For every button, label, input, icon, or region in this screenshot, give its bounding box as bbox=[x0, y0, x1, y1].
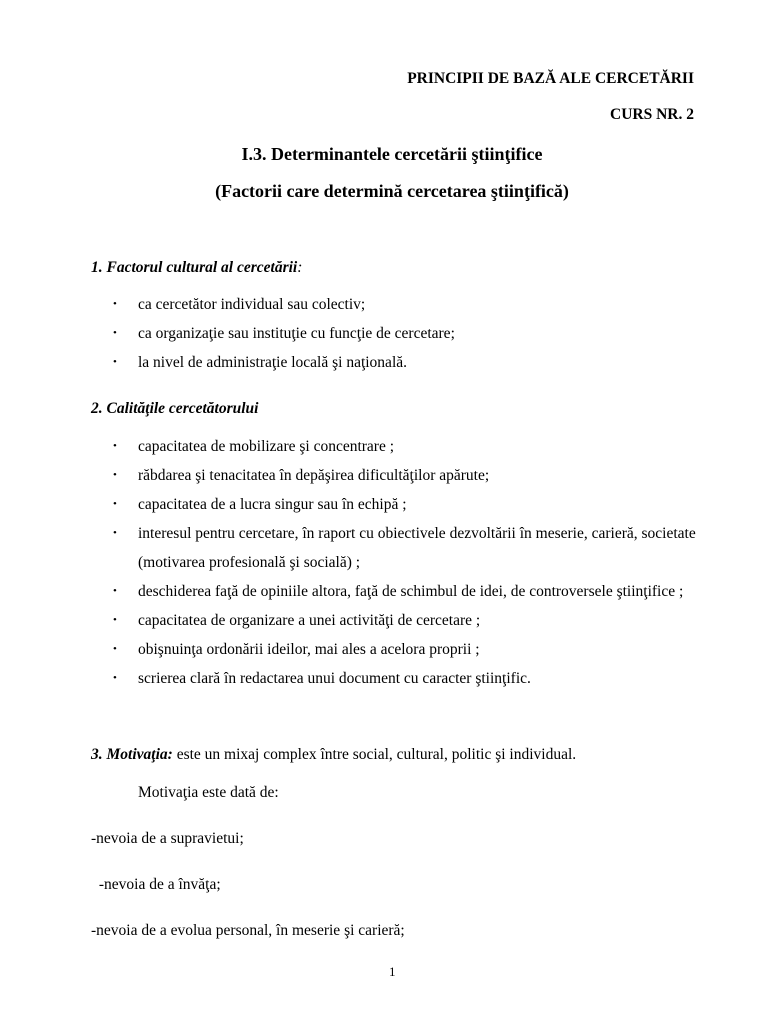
list-item-text: deschiderea faţă de opiniile altora, faţă de schimbul de idei, de controversele ştiinţifice ; bbox=[138, 583, 684, 600]
list-item bbox=[0, 290, 708, 319]
course-title: PRINCIPII DE BAZĂ ALE CERCETĂRII bbox=[407, 70, 694, 87]
section-heading-text: 3. Motivaţia: bbox=[91, 746, 173, 763]
bullet-icon: • bbox=[113, 585, 117, 597]
list-item bbox=[0, 461, 708, 490]
list-item-text: interesul pentru cercetare, în raport cu obiectivele dezvoltării în meserie, carieră, societate (motivarea profesională şi socială) ; bbox=[138, 525, 696, 571]
section-heading-text: 1. Factorul cultural al cercetării bbox=[91, 259, 298, 276]
need-survive: -nevoia de a supravietui; bbox=[91, 830, 244, 847]
list-item bbox=[0, 432, 708, 461]
list-item-text: răbdarea şi tenacitatea în depăşirea dificultăţilor apărute; bbox=[138, 467, 490, 484]
researcher-qualities-list bbox=[0, 432, 708, 693]
document-title: I.3. Determinantele cercetării ştiinţifice bbox=[241, 144, 543, 164]
section-heading-colon: : bbox=[297, 259, 303, 276]
list-item-text: la nivel de administraţie locală şi naţională. bbox=[138, 354, 408, 371]
list-item bbox=[0, 606, 708, 635]
motivation-intro: Motivaţia este dată de: bbox=[138, 784, 279, 801]
section-heading-description: este un mixaj complex între social, cultural, politic şi individual. bbox=[172, 746, 577, 763]
bullet-icon: • bbox=[113, 643, 117, 655]
course-number: CURS NR. 2 bbox=[610, 106, 694, 123]
document-subtitle: (Factorii care determină cercetarea ştiinţifică) bbox=[215, 181, 569, 201]
bullet-icon: • bbox=[113, 356, 117, 368]
list-item-text: ca cercetător individual sau colectiv; bbox=[138, 296, 366, 313]
need-evolve: -nevoia de a evolua personal, în meserie şi carieră; bbox=[91, 922, 405, 939]
need-learn: -nevoia de a învăţa; bbox=[95, 876, 221, 893]
bullet-icon: • bbox=[113, 327, 117, 339]
list-item-text: scrierea clară în redactarea unui document cu caracter ştiinţific. bbox=[138, 670, 531, 687]
section-heading-researcher-qualities: 2. Calităţile cercetătorului bbox=[91, 400, 259, 417]
page-number: 1 bbox=[389, 964, 396, 979]
cultural-factor-list bbox=[0, 290, 708, 377]
bullet-icon: • bbox=[113, 614, 117, 626]
list-item bbox=[0, 319, 708, 348]
list-item bbox=[0, 519, 708, 577]
list-item bbox=[0, 635, 708, 664]
list-item-text: ca organizaţie sau instituţie cu funcţie de cercetare; bbox=[138, 325, 455, 342]
list-item-text: capacitatea de organizare a unei activităţi de cercetare ; bbox=[138, 612, 481, 629]
list-item bbox=[0, 348, 708, 377]
section-heading-motivation bbox=[91, 746, 576, 764]
bullet-icon: • bbox=[113, 498, 117, 510]
bullet-icon: • bbox=[113, 672, 117, 684]
list-item bbox=[0, 490, 708, 519]
bullet-icon: • bbox=[113, 440, 117, 452]
list-item bbox=[0, 577, 708, 606]
list-item-text: obişnuinţa ordonării ideilor, mai ales a acelora proprii ; bbox=[138, 641, 480, 658]
bullet-icon: • bbox=[113, 298, 117, 310]
section-heading-cultural-factor bbox=[91, 259, 302, 277]
list-item-text: capacitatea de a lucra singur sau în echipă ; bbox=[138, 496, 407, 513]
list-item bbox=[0, 664, 708, 693]
list-item-text: capacitatea de mobilizare şi concentrare ; bbox=[138, 438, 395, 455]
bullet-icon: • bbox=[113, 527, 117, 539]
bullet-icon: • bbox=[113, 469, 117, 481]
